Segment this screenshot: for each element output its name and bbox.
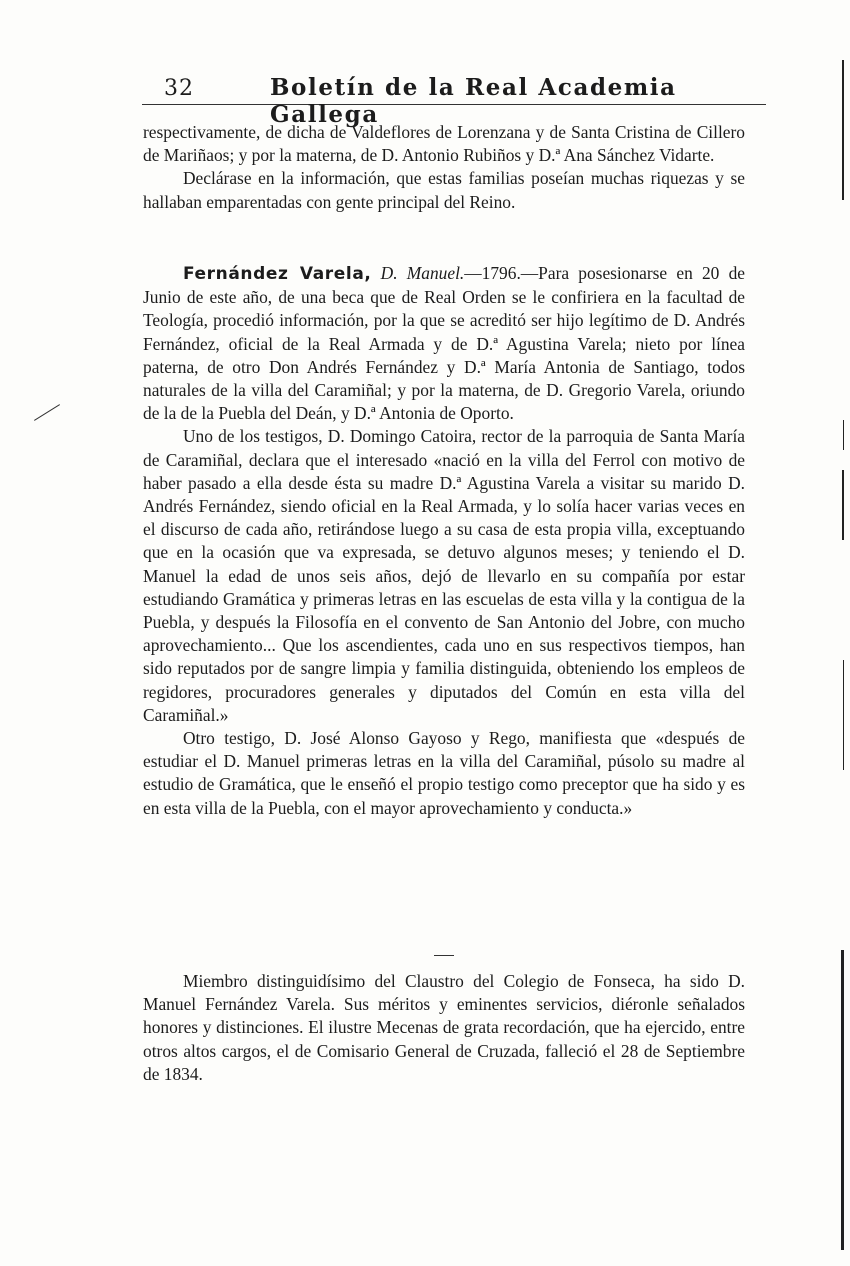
entry-first-paragraph <box>143 262 745 425</box>
continuation-paragraph: Declárase en la información, que estas familias poseían muchas riquezas y se hallaban emparentadas con gente principal del Reino. <box>143 168 745 212</box>
note-paragraph: Miembro distinguidísimo del Claustro del Colegio de Fonseca, ha sido D. Manuel Fernández Varela. Sus méritos y eminentes servicios, diéronle señalados honores y distinciones. El ilustre Mecenas de grata recordación, que ha ejercido, entre otros altos cargos, el de Comisario General de Cruzada, falleció el 28 de Septiembre de 1834. <box>143 971 745 1084</box>
entry-paragraph: Uno de los testigos, D. Domingo Catoira, rector de la parroquia de Santa María de Caramiñal, declara que el interesado «nació en la villa del Ferrol con motivo de haber pasado a ella desde ésta su madre D.ª Agustina Varela a visitar su marido D. Andrés Fernández, siendo oficial en la Real Armada, y lo solía hacer varias veces en el discurso de cada año, retirándose luego a su casa de esta propia villa, exceptuando que en la ocasión que va expresada, se detuvo algunos meses; y teniendo el D. Manuel la edad de unos seis años, dejó de llevarlo en su compañía por estar estudiando Gramática y primeras letras en las escuelas de esta villa y la contigua de la Puebla, y después la Filosofía en el convento de San Antonio del Jobre, con mucho aprovechamiento... Que los ascendientes, cada uno en sus respectivos tiempos, han sido reputados por de sangre limpia y familia distinguida, obteniendo los empleos de regidores, procuradores generales y diputados del Común en esta villa del Caramiñal.» <box>143 426 745 725</box>
scan-edge-mark <box>842 470 844 540</box>
scan-edge-mark <box>841 950 844 1250</box>
entry-given-name: D. Manuel. <box>380 263 465 283</box>
scan-edge-mark <box>843 420 844 450</box>
continuation-section <box>143 121 745 214</box>
entry-surname: Fernández Varela, <box>183 264 372 284</box>
section-separator <box>434 955 454 956</box>
scan-edge-mark <box>842 60 844 200</box>
running-title: Boletín de la Real Academia Gallega <box>270 74 677 128</box>
scan-edge <box>840 0 846 1266</box>
scan-mark <box>34 404 60 421</box>
entry-section <box>143 262 745 820</box>
page-number: 32 <box>164 76 194 101</box>
entry-paragraph: Otro testigo, D. José Alonso Gayoso y Rego, manifiesta que «después de estudiar el D. Manuel primeras letras en la villa del Caramiñal, púsolo su madre al estudio de Gramática, que le enseñó el propio testigo como preceptor que ha sido y es en esta villa de la Puebla, con el mayor aprovechamiento y conducta.» <box>143 728 745 818</box>
scan-edge-mark <box>843 660 844 770</box>
note-section <box>143 970 745 1086</box>
entry-paragraph-text: —1796.—Para posesionarse en 20 de Junio de este año, de una beca que de Real Orden se le confiriera en la facultad de Teología, procedió información, por la que se acreditó ser hijo legítimo de D. Andrés Fernández, oficial de la Real Armada y de D.ª Agustina Varela; nieto por línea paterna, de otro Don Andrés Fernández y D.ª María Antonia de Santiago, todos naturales de la villa del Caramiñal; y por la materna, de D. Gregorio Varela, oriundo de la de la Puebla del Deán, y D.ª Antonia de Oporto. <box>143 263 745 424</box>
continuation-paragraph: respectivamente, de dicha de Valdeflores de Lorenzana y de Santa Cristina de Cillero de Mariñaos; y por la materna, de D. Antonio Rubiños y D.ª Ana Sánchez Vidarte. <box>143 122 745 166</box>
page-header <box>142 72 766 128</box>
